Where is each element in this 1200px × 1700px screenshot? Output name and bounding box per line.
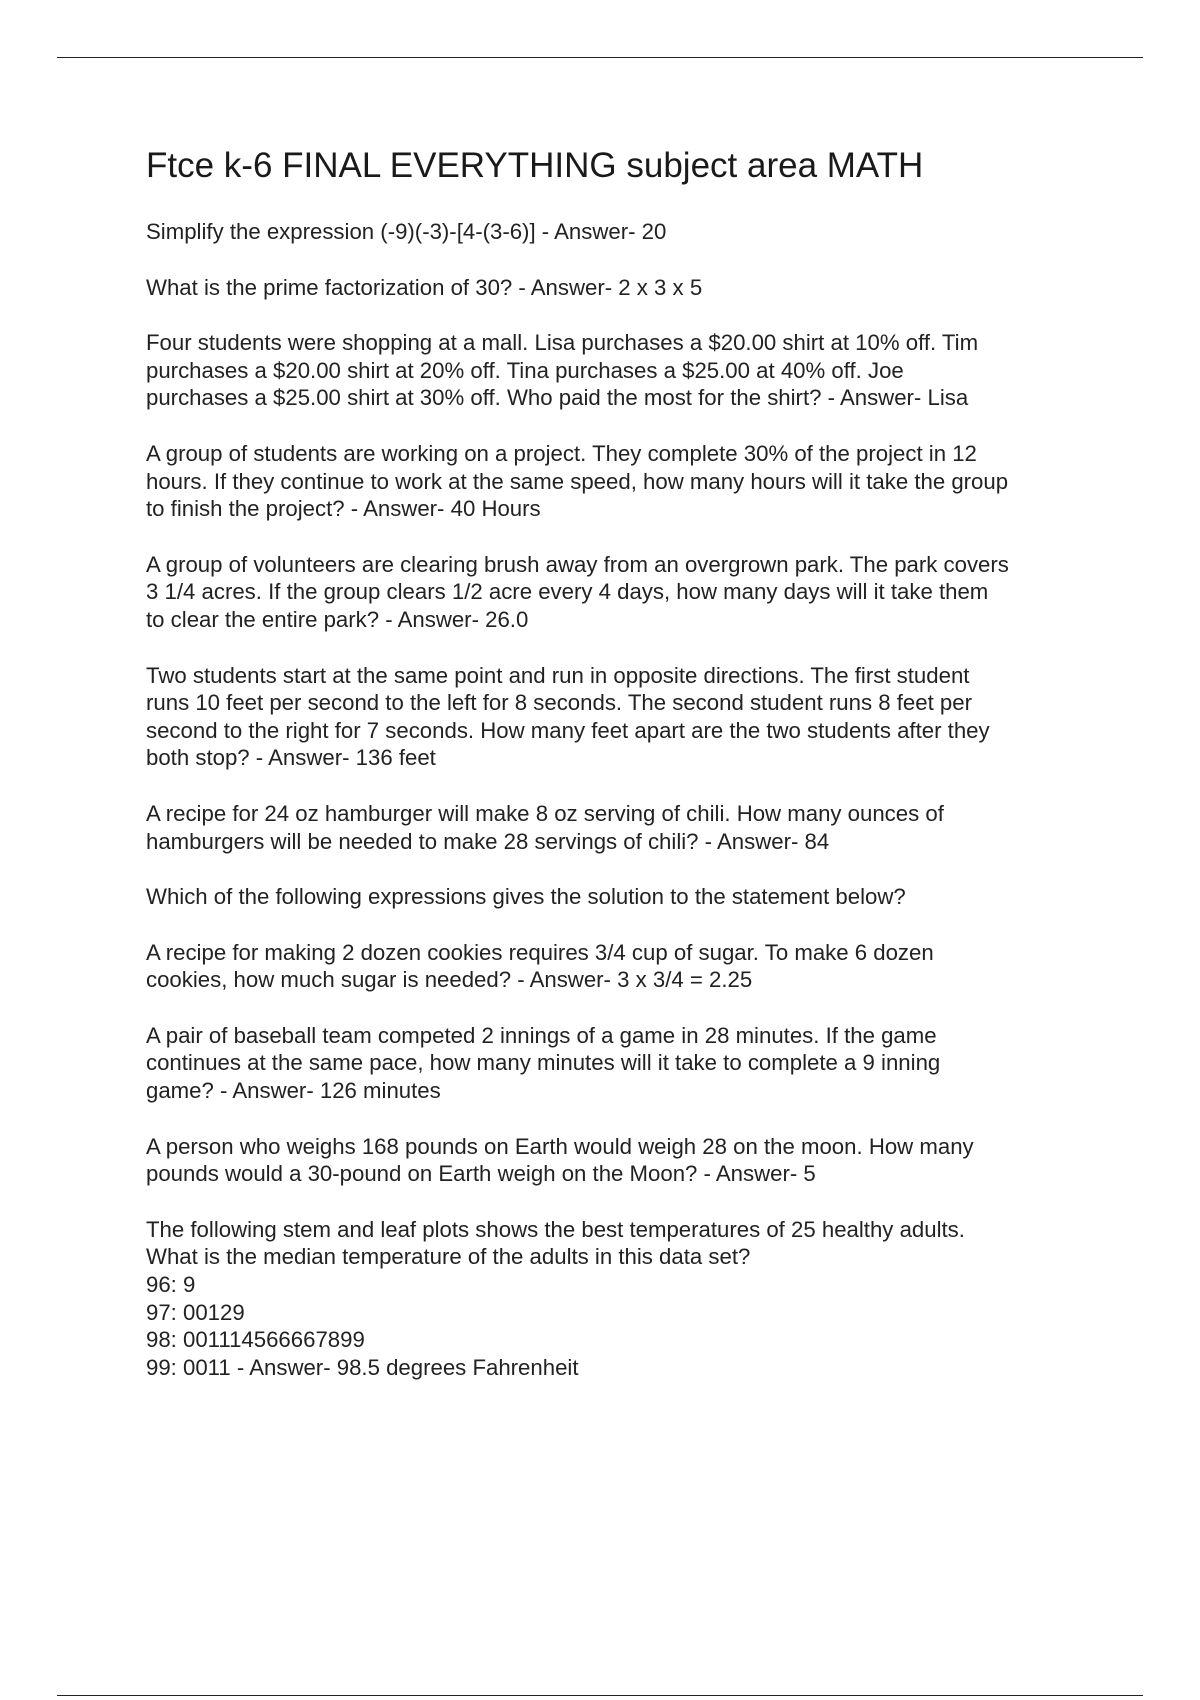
top-rule	[57, 57, 1143, 58]
question-item-2: What is the prime factorization of 30? - Answer- 2 x 3 x 5	[146, 274, 703, 300]
question-item-11: A person who weighs 168 pounds on Earth would weigh 28 on the moon. How many pounds would a 30-pound on Earth weigh on the Moon? - Answer- 5	[146, 1133, 974, 1187]
question-item-7: A recipe for 24 oz hamburger will make 8 oz serving of chili. How many ounces of hamburgers will be needed to make 28 servings of chili? - Answer- 84	[146, 800, 944, 854]
bottom-rule	[57, 1695, 1143, 1696]
question-item-10: A pair of baseball team competed 2 innings of a game in 28 minutes. If the game continues at the same pace, how many minutes will it take to complete a 9 inning game? - Answer- 126 minutes	[146, 1022, 941, 1104]
question-item-9: A recipe for making 2 dozen cookies requires 3/4 cup of sugar. To make 6 dozen cookies, how much sugar is needed? - Answer- 3 x 3/4 = 2.25	[146, 939, 934, 993]
question-item-6: Two students start at the same point and run in opposite directions. The first student runs 10 feet per second to the left for 8 seconds. The second student runs 8 feet per second to the right for 7 seconds. How many feet apart are the two students after they both stop? - Answer- 136 feet	[146, 662, 990, 771]
question-item-12: The following stem and leaf plots shows the best temperatures of 25 healthy adults. What is the median temperature of the adults in this data set? 96: 9 97: 00129 98: 001114566667899 99: 0011 - Answer- 98.5 degrees Fahrenheit	[146, 1216, 965, 1380]
question-item-4: A group of students are working on a project. They complete 30% of the project in 12 hours. If they continue to work at the same speed, how many hours will it take the group to finish the project? - Answer- 40 Hours	[146, 440, 1009, 522]
question-item-5: A group of volunteers are clearing brush away from an overgrown park. The park covers 3 1/4 acres. If the group clears 1/2 acre every 4 days, how many days will it take them to clear the entire park? - Answer- 26.0	[146, 551, 1009, 632]
question-item-1: Simplify the expression (-9)(-3)-[4-(3-6)] - Answer- 20	[146, 219, 667, 244]
question-item-8: Which of the following expressions gives the solution to the statement below?	[146, 884, 906, 910]
question-item-3: Four students were shopping at a mall. Lisa purchases a $20.00 shirt at 10% off. Tim purchases a $20.00 shirt at 20% off. Tina purchases a $25.00 at 40% off. Joe purchases a $25.00 shirt at 30% off. Who paid the most for the shirt? - Answer- Lisa	[146, 330, 979, 411]
document-body	[146, 140, 1106, 1409]
page-title: Ftce k-6 FINAL EVERYTHING subject area MATH	[146, 146, 924, 185]
